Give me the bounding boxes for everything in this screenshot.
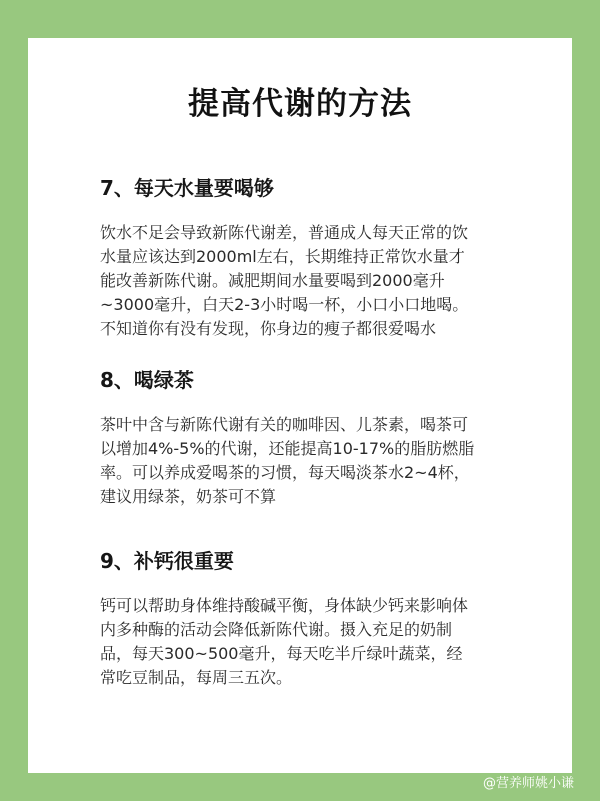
- section-heading: 8、喝绿茶: [100, 368, 194, 392]
- section-heading: 9、补钙很重要: [100, 549, 234, 573]
- section-heading: 7、每天水量要喝够: [100, 176, 274, 200]
- section-water: [100, 172, 476, 341]
- section-green-tea: [100, 364, 476, 509]
- watermark: [483, 772, 574, 791]
- section-body: 茶叶中含与新陈代谢有关的咖啡因、儿茶素，喝茶可以增加4%-5%的代谢，还能提高10-17%的脂肪燃脂率。可以养成爱喝茶的习惯，每天喝淡茶水2~4杯，建议用绿茶，奶茶可不算: [100, 415, 475, 506]
- section-calcium: [100, 545, 476, 690]
- page-title: 提高代谢的方法: [188, 86, 412, 122]
- section-body: 钙可以帮助身体维持酸碱平衡，身体缺少钙来影响体内多种酶的活动会降低新陈代谢。摄入充足的奶制品，每天300~500毫升，每天吃半斤绿叶蔬菜，经常吃豆制品，每周三五次。: [100, 596, 469, 687]
- section-body: 饮水不足会导致新陈代谢差，普通成人每天正常的饮水量应该达到2000ml左右，长期维持正常饮水量才能改善新陈代谢。减肥期间水量要喝到2000毫升~3000毫升，白天2-3小时喝一杯，小口小口地喝。不知道你有没有发现，你身边的瘦子都很爱喝水: [100, 223, 469, 338]
- watermark-text: @营养师姚小谦: [482, 776, 574, 791]
